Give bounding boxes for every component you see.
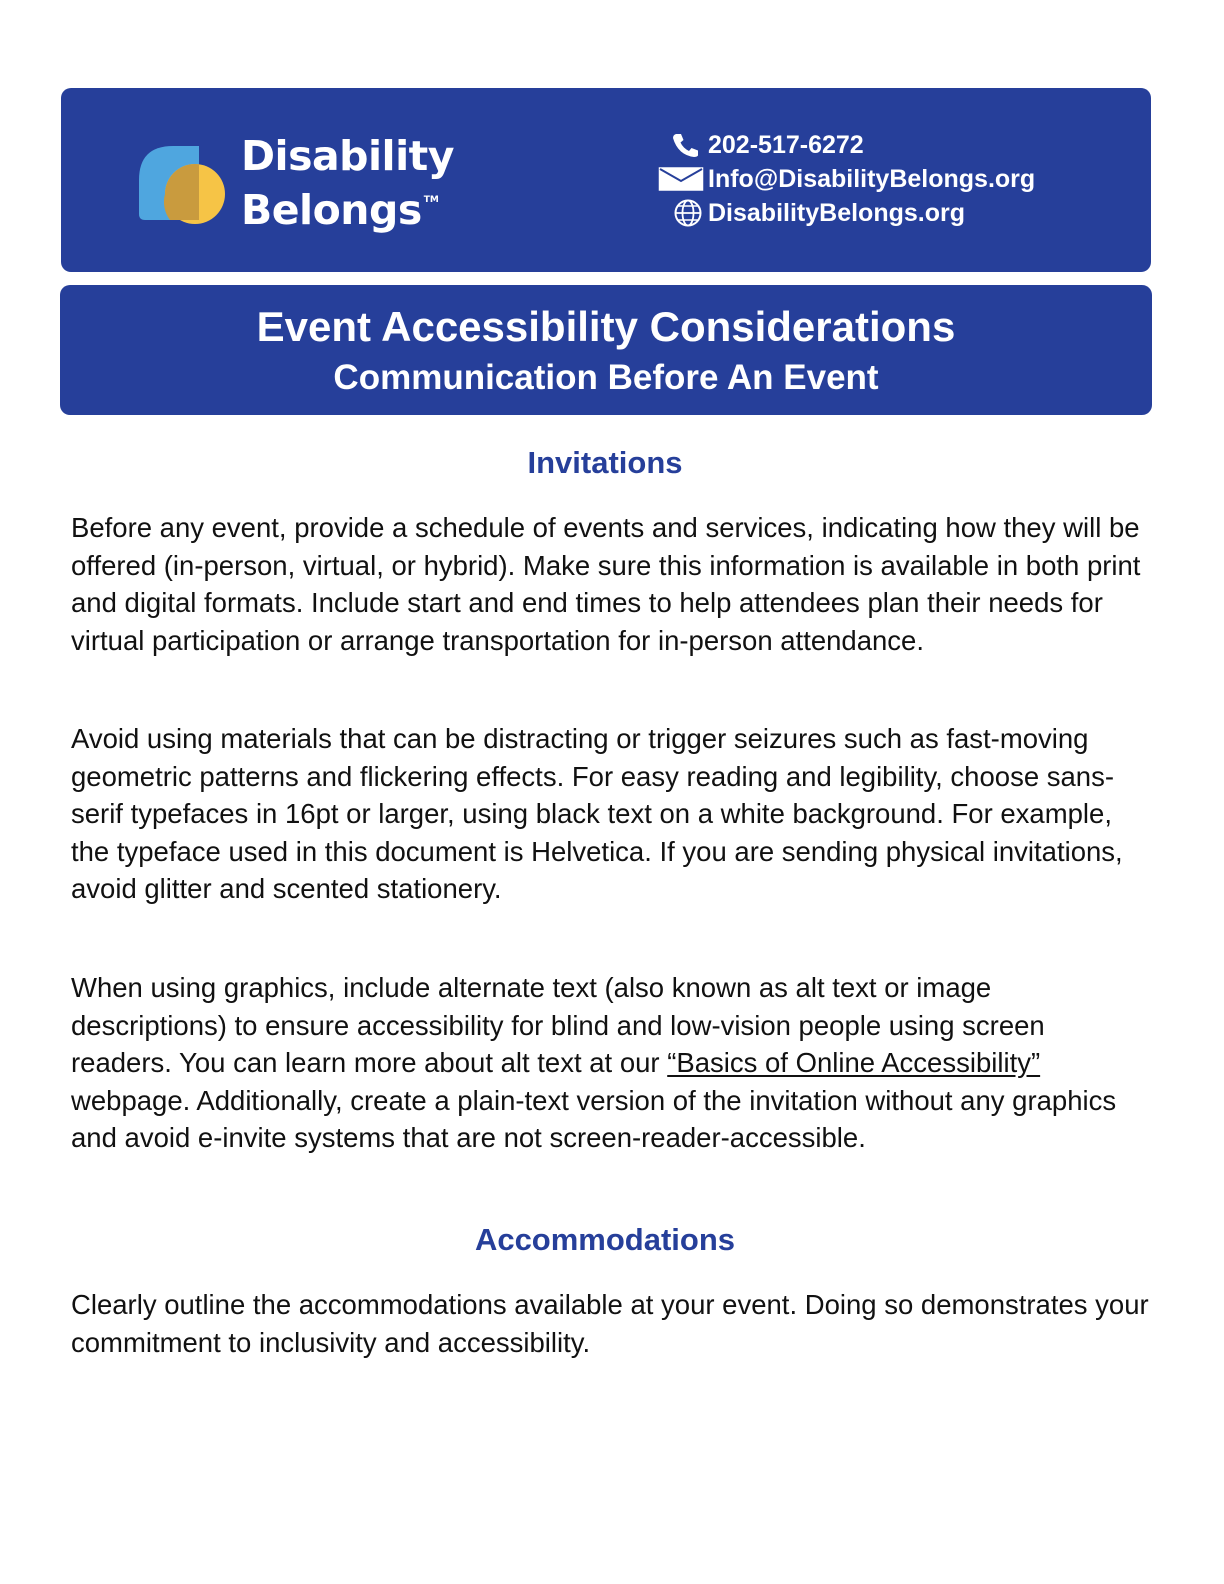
basics-of-online-accessibility-link[interactable]: “Basics of Online Accessibility” bbox=[667, 1047, 1041, 1078]
accommodations-heading: Accommodations bbox=[474, 1222, 736, 1257]
brand-logo[interactable] bbox=[139, 134, 459, 234]
paragraph-3-text-after: webpage. Additionally, create a plain-text version of the invitation without any graphics and avoid e-invite systems that are not screen-reader-accessible. bbox=[71, 1084, 1117, 1153]
trademark-mark: TM bbox=[423, 195, 439, 205]
page-title: Event Accessibility Considerations bbox=[256, 303, 956, 350]
accommodations-paragraph-1: Clearly outline the accommodations available at your event. Doing so demonstrates your commitment to inclusivity and accessibility. bbox=[71, 1289, 1149, 1358]
phone-number: 202-517-6272 bbox=[708, 130, 864, 159]
contact-website[interactable] bbox=[658, 196, 1098, 230]
contact-phone[interactable] bbox=[658, 128, 1098, 162]
contact-email[interactable] bbox=[658, 162, 1098, 196]
paragraph-3-text-before: When using graphics, include alternate text (also known as alt text or image descriptions) to ensure accessibility for blind and low-vision people using screen readers. You can learn more about alt text at our bbox=[71, 972, 1045, 1078]
logo-wordmark bbox=[241, 134, 454, 232]
email-address: Info@DisabilityBelongs.org bbox=[708, 164, 1036, 193]
title-banner bbox=[60, 285, 1152, 415]
contact-info bbox=[658, 128, 1098, 230]
logo-line-2-text: Belongs bbox=[241, 186, 422, 234]
invitations-paragraph-2: Avoid using materials that can be distracting or trigger seizures such as fast-moving geometric patterns and flickering effects. For easy reading and legibility, choose sans-serif typefaces in 16pt or larger, using black text on a white background. For example, the typeface used in this document is Helvetica. If you are sending physical invitations, avoid glitter and scented stationery. bbox=[71, 723, 1123, 904]
globe-icon bbox=[658, 196, 708, 230]
invitations-paragraph-1: Before any event, provide a schedule of events and services, indicating how they will be offered (in-person, virtual, or hybrid). Make sure this information is available in both print and digital formats. Include start and end times to help attendees plan their needs for virtual participation or arrange transportation for in-person attendance. bbox=[71, 512, 1141, 656]
page-subtitle: Communication Before An Event bbox=[333, 358, 879, 397]
logo-line-2 bbox=[241, 178, 454, 232]
invitations-heading: Invitations bbox=[527, 445, 683, 480]
invitations-paragraph-3 bbox=[71, 969, 1151, 1157]
website-url: DisabilityBelongs.org bbox=[708, 198, 965, 227]
header-banner bbox=[61, 88, 1151, 272]
logo-mark-icon bbox=[139, 140, 225, 226]
logo-line-1: Disability bbox=[241, 132, 454, 180]
envelope-icon bbox=[658, 162, 708, 196]
phone-icon bbox=[658, 128, 708, 162]
